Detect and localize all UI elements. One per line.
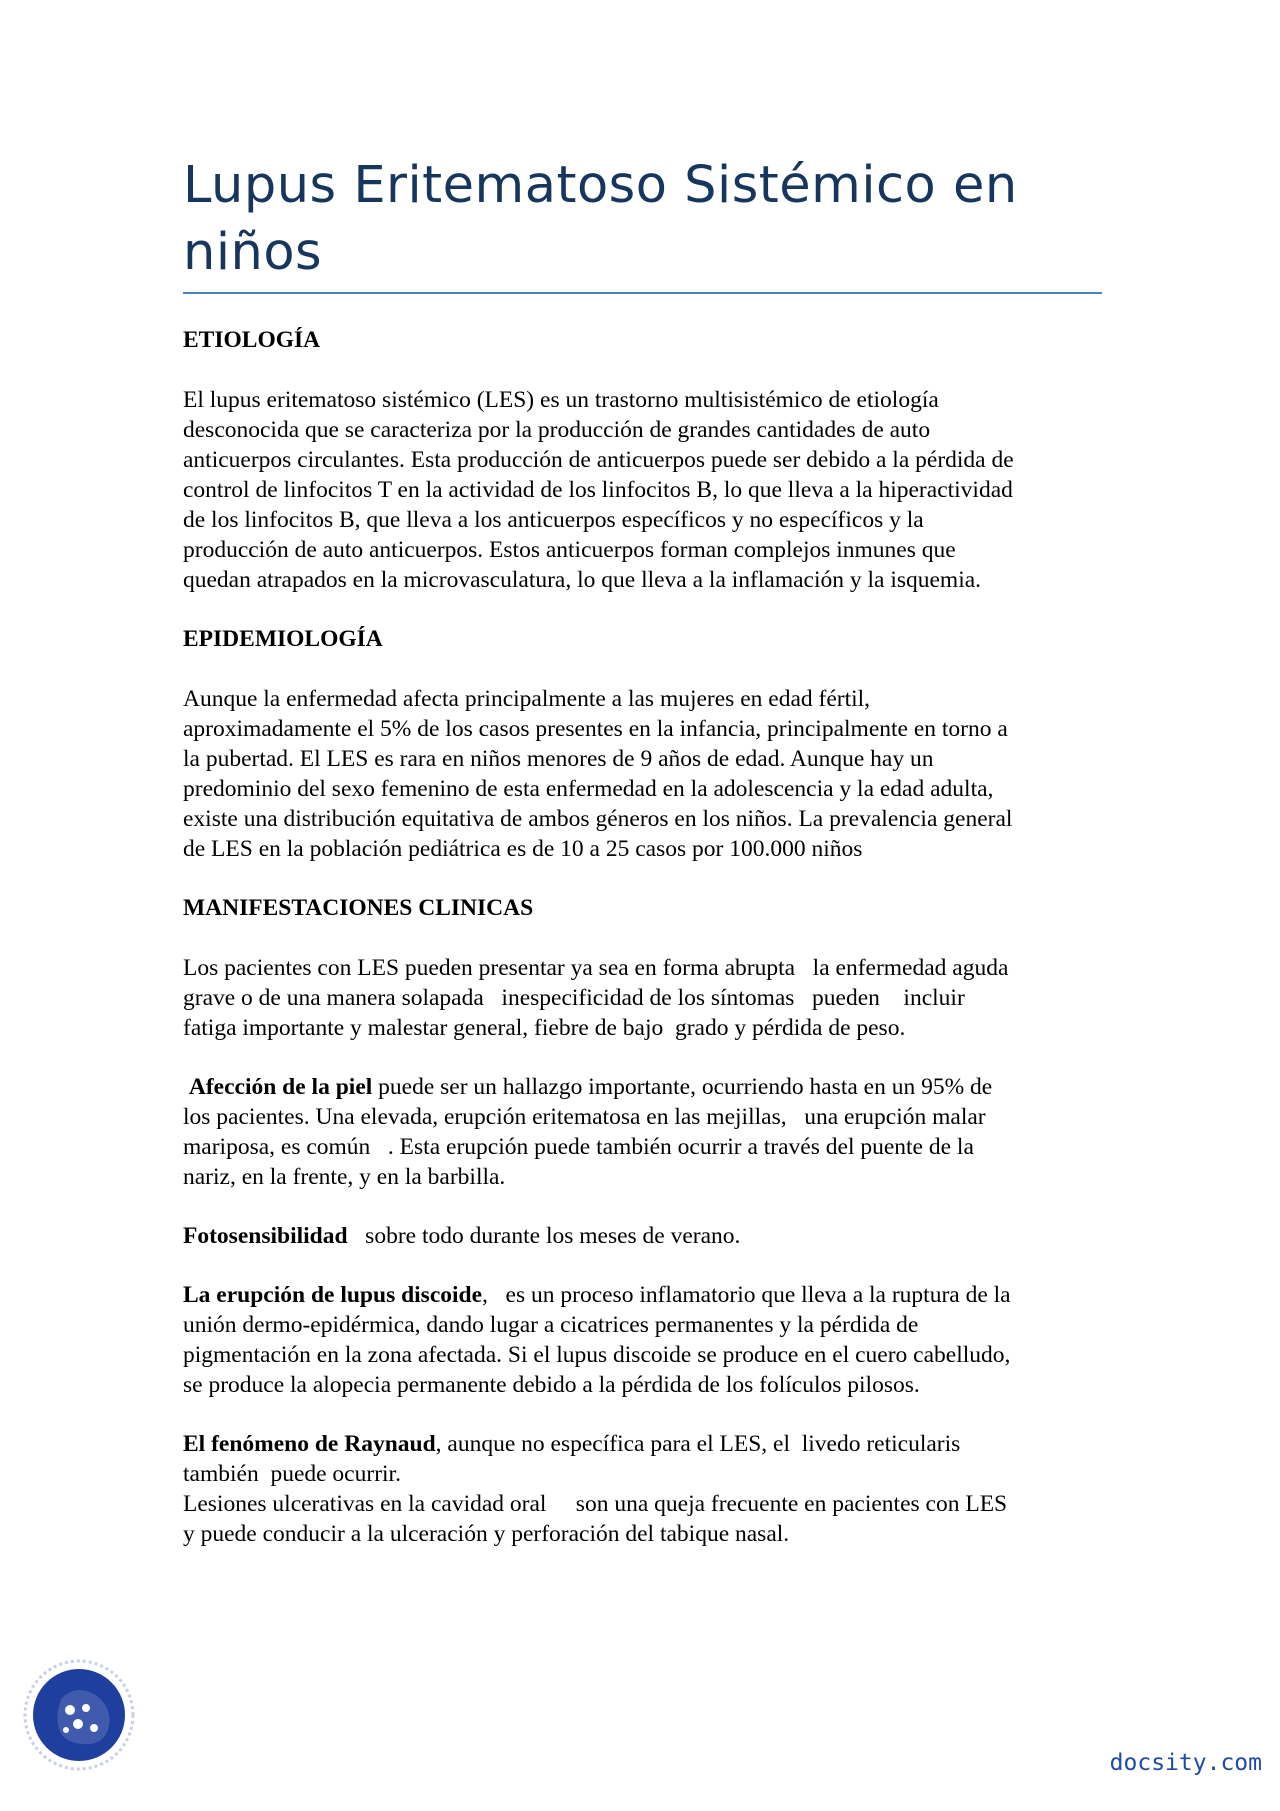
brand-link[interactable]: docsity.com	[1109, 1750, 1262, 1776]
bold-term: El fenómeno de Raynaud	[183, 1431, 436, 1457]
title-line: Lupus Eritematoso Sistémico en	[183, 156, 1018, 215]
text-line: existe una distribución equitativa de ambos géneros en los niños. La prevalencia general	[183, 806, 1013, 832]
text-line: fatiga importante y malestar general, fiebre de bajo grado y pérdida de peso.	[183, 1015, 906, 1041]
text-line: también puede ocurrir.	[183, 1461, 401, 1487]
text-line: aproximadamente el 5% de los casos presentes en la infancia, principalmente en torno a	[183, 716, 1008, 742]
text-line: la pubertad. El LES es rara en niños menores de 9 años de edad. Aunque hay un	[183, 746, 934, 772]
text-line: los pacientes. Una elevada, erupción eritematosa en las mejillas, una erupción malar	[183, 1104, 986, 1130]
page-title	[183, 152, 1103, 286]
text-run: , aunque no específica para el LES, el livedo reticularis	[435, 1431, 961, 1457]
text-line: anticuerpos circulantes. Esta producción de anticuerpos puede ser debido a la pérdida de	[183, 447, 1014, 473]
section-heading-etiologia: ETIOLOGÍA	[183, 327, 321, 353]
bold-term: Afección de la piel	[188, 1074, 373, 1100]
paragraph-manifestaciones-intro	[183, 953, 1103, 1043]
text-line	[183, 1280, 1103, 1310]
document-body	[183, 325, 1103, 1549]
text-line: producción de auto anticuerpos. Estos anticuerpos forman complejos inmunes que	[183, 537, 956, 563]
text-line: control de linfocitos T en la actividad de los linfocitos B, lo que lleva a la hiperactividad	[183, 477, 1013, 503]
title-line: niños	[183, 223, 323, 282]
text-line: y puede conducir a la ulceración y perforación del tabique nasal.	[183, 1521, 790, 1547]
text-line	[183, 1429, 1103, 1459]
text-line	[183, 1221, 1103, 1251]
text-line: quedan atrapados en la microvasculatura, lo que lleva a la inflamación y la isquemia.	[183, 567, 982, 593]
logo-svg	[22, 1658, 136, 1772]
paragraph-discoide	[183, 1280, 1103, 1400]
paragraph-etiologia	[183, 385, 1103, 595]
text-line: grave o de una manera solapada inespecificidad de los síntomas pueden incluir	[183, 985, 965, 1011]
text-line: de los linfocitos B, que lleva a los anticuerpos específicos y no específicos y la	[183, 507, 924, 533]
text-line: Los pacientes con LES pueden presentar ya sea en forma abrupta la enfermedad aguda	[183, 955, 1009, 981]
text-line: El lupus eritematoso sistémico (LES) es un trastorno multisistémico de etiología	[183, 387, 939, 413]
text-line: Lesiones ulcerativas en la cavidad oral son una queja frecuente en pacientes con LES	[183, 1491, 1008, 1517]
paragraph-piel	[183, 1072, 1103, 1192]
section-heading-epidemiologia: EPIDEMIOLOGÍA	[183, 626, 383, 652]
text-line: se produce la alopecia permanente debido a la pérdida de los folículos pilosos.	[183, 1372, 920, 1398]
text-run: sobre todo durante los meses de verano.	[347, 1223, 741, 1249]
text-line: desconocida que se caracteriza por la producción de grandes cantidades de auto	[183, 417, 931, 443]
bold-term: La erupción de lupus discoide	[183, 1282, 483, 1308]
text-line: predominio del sexo femenino de esta enfermedad en la adolescencia y la edad adulta,	[183, 776, 994, 802]
text-line: nariz, en la frente, y en la barbilla.	[183, 1164, 506, 1190]
text-line	[183, 1072, 1103, 1102]
section-heading-manifestaciones: MANIFESTACIONES CLINICAS	[183, 895, 534, 921]
docsity-logo-icon[interactable]	[22, 1658, 136, 1772]
bold-term: Fotosensibilidad	[183, 1223, 348, 1249]
text-line: mariposa, es común . Esta erupción puede también ocurrir a través del puente de la	[183, 1134, 974, 1160]
paragraph-epidemiologia	[183, 684, 1103, 864]
text-line: unión dermo-epidérmica, dando lugar a cicatrices permanentes y la pérdida de	[183, 1312, 919, 1338]
text-line: Aunque la enfermedad afecta principalmente a las mujeres en edad fértil,	[183, 686, 871, 712]
paragraph-fotosensibilidad	[183, 1221, 1103, 1251]
text-line: pigmentación en la zona afectada. Si el lupus discoide se produce en el cuero cabelludo,	[183, 1342, 1011, 1368]
text-run: puede ser un hallazgo importante, ocurriendo hasta en un 95% de	[372, 1074, 993, 1100]
paragraph-raynaud	[183, 1429, 1103, 1549]
text-run: , es un proceso inflamatorio que lleva a la ruptura de la	[482, 1282, 1011, 1308]
text-line: de LES en la población pediátrica es de 10 a 25 casos por 100.000 niños	[183, 836, 863, 862]
title-divider	[183, 292, 1102, 294]
